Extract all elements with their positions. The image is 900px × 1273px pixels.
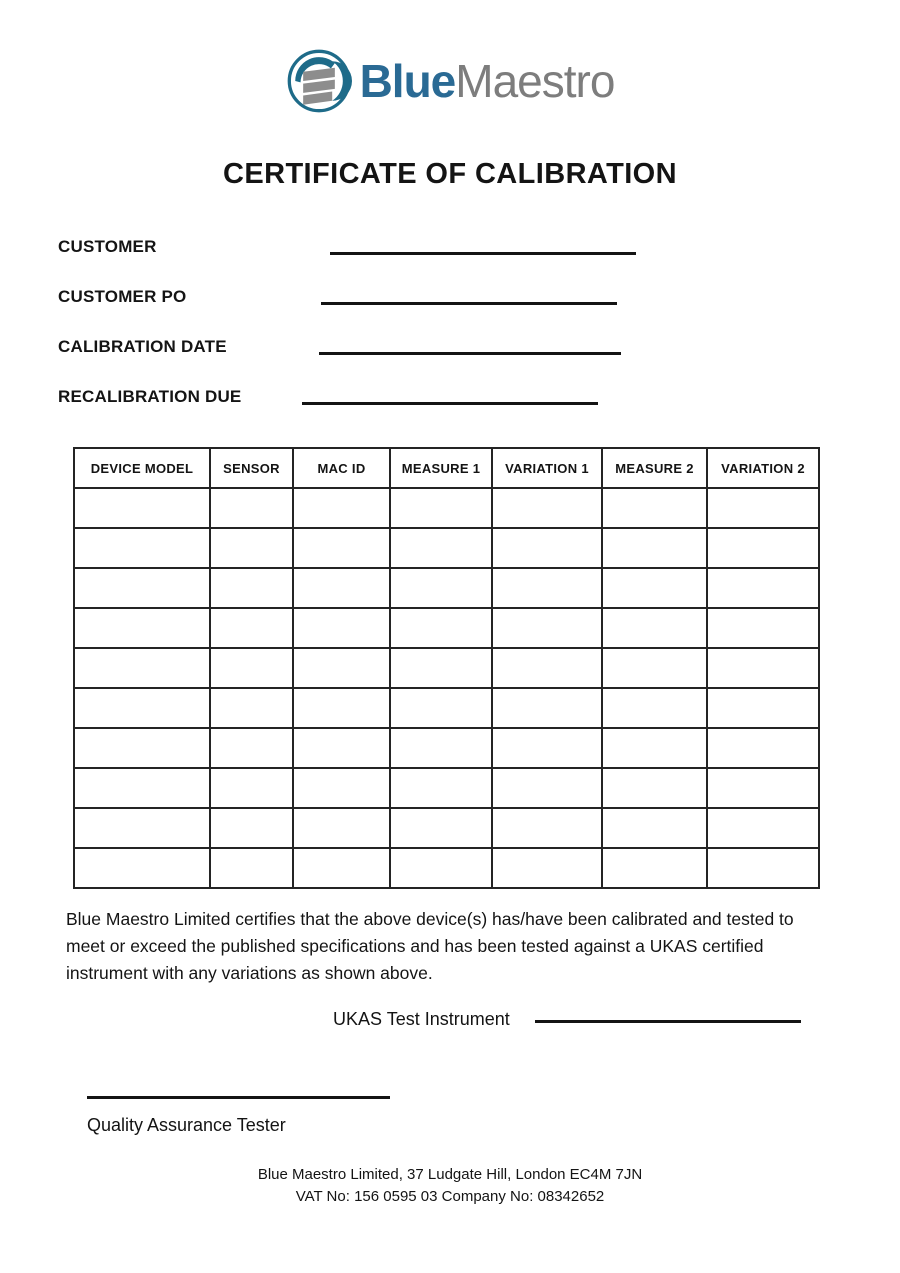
table-row (74, 648, 819, 688)
table-cell[interactable] (492, 728, 602, 768)
field-label-recalibration-due: RECALIBRATION DUE (58, 387, 242, 406)
table-cell[interactable] (74, 568, 210, 608)
table-cell[interactable] (293, 608, 390, 648)
table-cell[interactable] (390, 728, 492, 768)
customer-details-fields (58, 237, 842, 437)
table-cell[interactable] (210, 728, 293, 768)
table-cell[interactable] (390, 768, 492, 808)
field-label-customer-po: CUSTOMER PO (58, 287, 187, 306)
table-cell[interactable] (74, 528, 210, 568)
field-input-customer-po[interactable] (321, 302, 617, 305)
table-row (74, 848, 819, 888)
table-cell[interactable] (210, 768, 293, 808)
table-header-sensor: SENSOR (210, 448, 293, 488)
ukas-test-instrument-row (333, 1008, 833, 1030)
table-row (74, 728, 819, 768)
table-cell[interactable] (707, 528, 819, 568)
table-cell[interactable] (210, 568, 293, 608)
footer-registration: VAT No: 156 0595 03 Company No: 08342652 (295, 1188, 605, 1205)
table-cell[interactable] (390, 848, 492, 888)
table-cell[interactable] (707, 608, 819, 648)
table-cell[interactable] (492, 848, 602, 888)
table-cell[interactable] (492, 768, 602, 808)
field-label-customer: CUSTOMER (58, 237, 157, 256)
table-cell[interactable] (707, 768, 819, 808)
table-cell[interactable] (293, 568, 390, 608)
field-row-customer-po (58, 287, 842, 337)
table-header-measure-2: MEASURE 2 (602, 448, 707, 488)
signature-line[interactable] (87, 1096, 390, 1099)
brand-word-maestro: Maestro (455, 55, 615, 107)
certification-statement: Blue Maestro Limited certifies that the above device(s) has/have been calibrated and tested to meet or exceed the published specifications and has been tested against a UKAS certified instrument with any variations as shown above. (66, 909, 794, 983)
brand-word-blue: Blue (359, 55, 456, 107)
field-input-calibration-date[interactable] (319, 352, 621, 355)
table-cell[interactable] (492, 808, 602, 848)
table-cell[interactable] (492, 568, 602, 608)
field-row-customer (58, 237, 842, 287)
table-row (74, 568, 819, 608)
table-row (74, 608, 819, 648)
table-cell[interactable] (602, 688, 707, 728)
table-header-measure-1: MEASURE 1 (390, 448, 492, 488)
signature-label: Quality Assurance Tester (87, 1115, 286, 1135)
table-cell[interactable] (293, 528, 390, 568)
table-cell[interactable] (492, 648, 602, 688)
table-cell[interactable] (602, 608, 707, 648)
table-cell[interactable] (210, 528, 293, 568)
table-cell[interactable] (707, 488, 819, 528)
field-input-customer[interactable] (330, 252, 636, 255)
footer-address: Blue Maestro Limited, 37 Ludgate Hill, London EC4M 7JN (257, 1166, 643, 1183)
table-cell[interactable] (390, 648, 492, 688)
table-cell[interactable] (390, 688, 492, 728)
table-cell[interactable] (390, 528, 492, 568)
brand-wordmark (359, 55, 615, 107)
table-header-device-model: DEVICE MODEL (74, 448, 210, 488)
table-cell[interactable] (707, 648, 819, 688)
table-cell[interactable] (293, 768, 390, 808)
table-cell[interactable] (74, 688, 210, 728)
table-cell[interactable] (602, 648, 707, 688)
table-cell[interactable] (293, 848, 390, 888)
table-cell[interactable] (210, 488, 293, 528)
table-cell[interactable] (602, 808, 707, 848)
table-row (74, 808, 819, 848)
table-cell[interactable] (210, 688, 293, 728)
field-label-calibration-date: CALIBRATION DATE (58, 337, 227, 356)
table-cell[interactable] (707, 568, 819, 608)
brand-logo (0, 48, 900, 114)
table-cell[interactable] (293, 488, 390, 528)
table-cell[interactable] (707, 808, 819, 848)
table-cell[interactable] (707, 848, 819, 888)
table-header-variation-2: VARIATION 2 (707, 448, 819, 488)
table-cell[interactable] (74, 808, 210, 848)
table-cell[interactable] (492, 688, 602, 728)
table-cell[interactable] (602, 488, 707, 528)
table-cell[interactable] (390, 808, 492, 848)
table-cell[interactable] (492, 528, 602, 568)
table-cell[interactable] (707, 688, 819, 728)
table-cell[interactable] (293, 728, 390, 768)
table-cell[interactable] (74, 648, 210, 688)
table-body (74, 488, 819, 888)
field-row-calibration-date (58, 337, 842, 387)
table-cell[interactable] (602, 768, 707, 808)
blue-maestro-circle-b-logo-icon (286, 48, 352, 114)
table-cell[interactable] (602, 728, 707, 768)
table-cell[interactable] (210, 648, 293, 688)
table-row (74, 528, 819, 568)
table-cell[interactable] (293, 688, 390, 728)
table-cell[interactable] (293, 808, 390, 848)
table-cell[interactable] (210, 808, 293, 848)
table-cell[interactable] (74, 768, 210, 808)
table-cell[interactable] (602, 528, 707, 568)
table-row (74, 688, 819, 728)
table-cell[interactable] (74, 488, 210, 528)
table-cell[interactable] (707, 728, 819, 768)
field-input-recalibration-due[interactable] (302, 402, 598, 405)
table-header-variation-1: VARIATION 1 (492, 448, 602, 488)
table-cell[interactable] (210, 848, 293, 888)
page-footer (0, 1164, 900, 1208)
table-cell[interactable] (492, 608, 602, 648)
ukas-test-instrument-input[interactable] (535, 1020, 801, 1023)
table-cell[interactable] (293, 648, 390, 688)
table-cell[interactable] (602, 568, 707, 608)
table-cell[interactable] (390, 568, 492, 608)
quality-assurance-signature-block (87, 1096, 487, 1136)
table-cell[interactable] (210, 608, 293, 648)
table-row (74, 768, 819, 808)
calibration-results-table (73, 447, 820, 889)
table-cell[interactable] (74, 728, 210, 768)
page-title: CERTIFICATE OF CALIBRATION (223, 158, 677, 190)
table-cell[interactable] (390, 608, 492, 648)
table-header-row (74, 448, 819, 488)
table-row (74, 488, 819, 528)
table-cell[interactable] (602, 848, 707, 888)
table-cell[interactable] (74, 848, 210, 888)
field-row-recalibration-due (58, 387, 842, 437)
table-cell[interactable] (74, 608, 210, 648)
ukas-test-instrument-label: UKAS Test Instrument (333, 1009, 510, 1029)
table-cell[interactable] (492, 488, 602, 528)
table-header-mac-id: MAC ID (293, 448, 390, 488)
table-cell[interactable] (390, 488, 492, 528)
